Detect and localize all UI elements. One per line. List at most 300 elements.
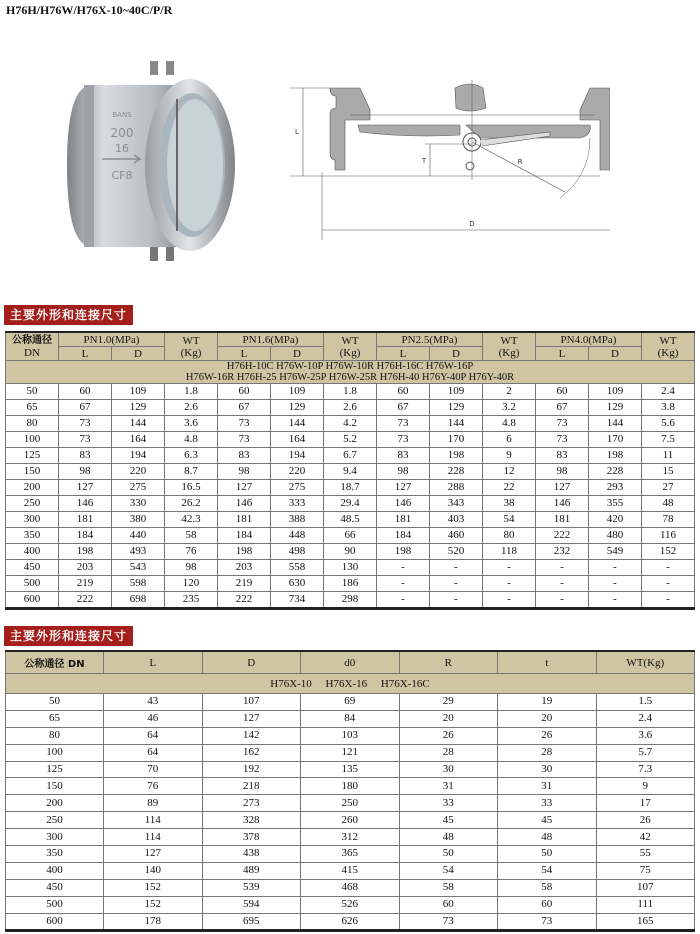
header-pn16: PN1.6(MPa) [218, 332, 324, 347]
table-row [6, 710, 695, 727]
table-cell: 58 [399, 879, 498, 896]
table-cell: 125 [6, 761, 104, 778]
dimensions-table-h76x [5, 650, 695, 932]
table-cell: 543 [112, 560, 165, 576]
table-cell: 9 [483, 448, 536, 464]
table-cell: 98 [218, 464, 271, 480]
table-cell: 152 [104, 879, 203, 896]
table-cell: 493 [112, 544, 165, 560]
table-cell: 22 [483, 480, 536, 496]
dimension-label-t: T [421, 157, 427, 165]
table-cell: 288 [430, 480, 483, 496]
size-marking: 200 [110, 126, 134, 140]
table-cell: 144 [271, 416, 324, 432]
table-cell: 222 [218, 592, 271, 609]
table-cell: 600 [6, 592, 59, 609]
table-cell: - [589, 560, 642, 576]
table-cell: - [642, 592, 695, 609]
table-cell: 400 [6, 544, 59, 560]
table-cell: 127 [218, 480, 271, 496]
table-cell: 107 [202, 694, 301, 711]
table-cell: 450 [6, 560, 59, 576]
table-cell: 626 [301, 913, 400, 931]
table-cell: 5.2 [324, 432, 377, 448]
table-cell: 60 [498, 896, 597, 913]
table-cell: 181 [536, 512, 589, 528]
table-cell: 109 [589, 384, 642, 400]
table-cell: 98 [536, 464, 589, 480]
table-cell: 198 [218, 544, 271, 560]
table-cell: 170 [430, 432, 483, 448]
table-cell: 150 [6, 778, 104, 795]
table-cell: 355 [589, 496, 642, 512]
table-cell: 114 [104, 829, 203, 846]
table-row [6, 829, 695, 846]
table-cell: 146 [377, 496, 430, 512]
table-cell: - [483, 576, 536, 592]
table-cell: 98 [377, 464, 430, 480]
header-d: D [112, 347, 165, 361]
table-cell: 73 [498, 913, 597, 931]
table-row [6, 400, 695, 416]
table-cell: 50 [6, 384, 59, 400]
table-cell: - [430, 560, 483, 576]
table-row [6, 846, 695, 863]
table-cell: 140 [104, 862, 203, 879]
dimension-label-l: L [295, 128, 299, 136]
table-cell: 448 [271, 528, 324, 544]
table-cell: 144 [430, 416, 483, 432]
table-cell: 60 [218, 384, 271, 400]
table-cell: 558 [271, 560, 324, 576]
table-cell: 222 [536, 528, 589, 544]
table-cell: 526 [301, 896, 400, 913]
table-row [6, 416, 695, 432]
table-row [6, 464, 695, 480]
table-cell: 109 [112, 384, 165, 400]
table-cell: - [536, 560, 589, 576]
table-cell: 200 [6, 480, 59, 496]
table-cell: 60 [59, 384, 112, 400]
column-header: t [498, 651, 597, 674]
table-cell: - [589, 592, 642, 609]
table-cell: 184 [59, 528, 112, 544]
table-cell: 388 [271, 512, 324, 528]
table-cell: 118 [483, 544, 536, 560]
material-marking: CF8 [111, 169, 133, 182]
table-row [6, 528, 695, 544]
header-d: D [271, 347, 324, 361]
table-cell: 539 [202, 879, 301, 896]
table-cell: 73 [536, 416, 589, 432]
table-cell: 125 [6, 448, 59, 464]
table-cell: 146 [536, 496, 589, 512]
table-cell: 198 [377, 544, 430, 560]
table-cell: 250 [6, 496, 59, 512]
table-cell: 73 [536, 432, 589, 448]
table-cell: 121 [301, 744, 400, 761]
header-l: L [218, 347, 271, 361]
table-cell: - [430, 592, 483, 609]
table-cell: 98 [59, 464, 112, 480]
column-header: R [399, 651, 498, 674]
table-cell: 26 [596, 812, 695, 829]
table-cell: 5.6 [642, 416, 695, 432]
table-cell: - [536, 576, 589, 592]
table-cell: 228 [430, 464, 483, 480]
table-cell: - [377, 592, 430, 609]
table-cell: 734 [271, 592, 324, 609]
section-title-2: 主要外形和连接尺寸 [4, 626, 133, 646]
table-cell: 178 [104, 913, 203, 931]
table-cell: 84 [301, 710, 400, 727]
table-cell: 16.5 [165, 480, 218, 496]
table-row [6, 544, 695, 560]
table-cell: 73 [218, 432, 271, 448]
table-cell: 218 [202, 778, 301, 795]
table-cell: 380 [112, 512, 165, 528]
table-cell: 350 [6, 528, 59, 544]
table-cell: 250 [6, 812, 104, 829]
table-cell: - [642, 576, 695, 592]
table-cell: 28 [399, 744, 498, 761]
table-cell: 152 [104, 896, 203, 913]
column-header: L [104, 651, 203, 674]
table-cell: 26 [498, 727, 597, 744]
table-cell: 273 [202, 795, 301, 812]
table-row [6, 592, 695, 609]
table-cell: 54 [498, 862, 597, 879]
table-cell: 54 [399, 862, 498, 879]
table-cell: 80 [483, 528, 536, 544]
table-cell: 194 [271, 448, 324, 464]
table-cell: 75 [596, 862, 695, 879]
table-cell: - [430, 576, 483, 592]
table-row [6, 812, 695, 829]
table-cell: 489 [202, 862, 301, 879]
table-cell: 26.2 [165, 496, 218, 512]
table-row [6, 913, 695, 931]
table-cell: 31 [399, 778, 498, 795]
table-row [6, 432, 695, 448]
table-cell: 2.6 [324, 400, 377, 416]
table-cell: 109 [430, 384, 483, 400]
table-cell: 460 [430, 528, 483, 544]
model-list: H76X-10 H76X-16 H76X-16C [6, 674, 695, 694]
table-cell: 198 [430, 448, 483, 464]
table-cell: 130 [324, 560, 377, 576]
section-title-1: 主要外形和连接尺寸 [4, 305, 133, 325]
header-l: L [377, 347, 430, 361]
table-cell: 12 [483, 464, 536, 480]
table-cell: 50 [6, 694, 104, 711]
table-cell: 33 [399, 795, 498, 812]
table-row [6, 384, 695, 400]
table-cell: 330 [112, 496, 165, 512]
table-cell: 48 [498, 829, 597, 846]
table-cell: 3.8 [642, 400, 695, 416]
table-cell: 103 [301, 727, 400, 744]
pressure-marking: 16 [115, 142, 129, 155]
table-cell: 220 [112, 464, 165, 480]
table-cell: 3.6 [596, 727, 695, 744]
table-cell: 6.7 [324, 448, 377, 464]
table-cell: 127 [202, 710, 301, 727]
header-pn40: PN4.0(MPa) [536, 332, 642, 347]
table-cell: 46 [104, 710, 203, 727]
table-cell: 15 [642, 464, 695, 480]
table-cell: 129 [430, 400, 483, 416]
table-cell: 194 [112, 448, 165, 464]
table-row [6, 778, 695, 795]
table-cell: 11 [642, 448, 695, 464]
table-cell: 3.6 [165, 416, 218, 432]
table-cell: 181 [218, 512, 271, 528]
table-cell: 198 [589, 448, 642, 464]
table-cell: 4.8 [483, 416, 536, 432]
table-cell: 150 [6, 464, 59, 480]
table-cell: 129 [271, 400, 324, 416]
table-cell: 55 [596, 846, 695, 863]
header-d: D [589, 347, 642, 361]
table-cell: 66 [324, 528, 377, 544]
table-cell: 127 [59, 480, 112, 496]
table-cell: 73 [399, 913, 498, 931]
table-cell: 33 [498, 795, 597, 812]
table-cell: 203 [218, 560, 271, 576]
table-cell: 64 [104, 744, 203, 761]
table-cell: 100 [6, 744, 104, 761]
table-cell: 598 [112, 576, 165, 592]
table-cell: 90 [324, 544, 377, 560]
table-cell: 127 [377, 480, 430, 496]
table-cell: 219 [59, 576, 112, 592]
table-cell: 152 [642, 544, 695, 560]
table-cell: 400 [6, 862, 104, 879]
table-cell: 203 [59, 560, 112, 576]
table-cell: 333 [271, 496, 324, 512]
table-cell: 29.4 [324, 496, 377, 512]
header-l: L [59, 347, 112, 361]
table-cell: 186 [324, 576, 377, 592]
table-cell: 2.4 [596, 710, 695, 727]
table-cell: 146 [59, 496, 112, 512]
model-list: H76H-10C H76W-10P H76W-10R H76H-16C H76W-16P H76W-16R H76H-25 H76W-25P H76W-25R H76H-40 H76Y-40P H76Y-40R [6, 361, 695, 384]
table-cell: 67 [59, 400, 112, 416]
table-row [6, 879, 695, 896]
column-header: 公称通径 DN [6, 651, 104, 674]
column-header: D [202, 651, 301, 674]
table-row [6, 560, 695, 576]
table-cell: 170 [589, 432, 642, 448]
table-cell: 70 [104, 761, 203, 778]
table-cell: 80 [6, 416, 59, 432]
table-cell: 192 [202, 761, 301, 778]
table-cell: 275 [271, 480, 324, 496]
table-cell: 73 [59, 432, 112, 448]
table-cell: 129 [112, 400, 165, 416]
table-cell: 116 [642, 528, 695, 544]
table-cell: 181 [59, 512, 112, 528]
table-cell: 89 [104, 795, 203, 812]
table-cell: - [642, 560, 695, 576]
table-cell: 480 [589, 528, 642, 544]
table-cell: 42 [596, 829, 695, 846]
table-cell: 184 [377, 528, 430, 544]
table-cell: 9.4 [324, 464, 377, 480]
table-cell: - [377, 576, 430, 592]
table-cell: 698 [112, 592, 165, 609]
table-cell: 65 [6, 400, 59, 416]
table-cell: 48 [399, 829, 498, 846]
table-cell: 67 [377, 400, 430, 416]
table-cell: 144 [589, 416, 642, 432]
table-row [6, 862, 695, 879]
table-cell: 58 [165, 528, 218, 544]
table-cell: 695 [202, 913, 301, 931]
header-wt: WT (Kg) [324, 332, 377, 361]
table-cell: 60 [377, 384, 430, 400]
dimension-label-d: D [469, 220, 475, 228]
table-cell: 28 [498, 744, 597, 761]
table-cell: 54 [483, 512, 536, 528]
table-cell: 260 [301, 812, 400, 829]
table-cell: 73 [218, 416, 271, 432]
header-wt: WT (Kg) [483, 332, 536, 361]
table-cell: 164 [271, 432, 324, 448]
brand-marking: BANS [112, 111, 132, 119]
dimension-label-r: R [517, 158, 523, 166]
column-header: WT(Kg) [596, 651, 695, 674]
table-cell: - [483, 560, 536, 576]
table-cell: 1.8 [165, 384, 218, 400]
table-cell: 250 [301, 795, 400, 812]
table-cell: 42.3 [165, 512, 218, 528]
table-cell: 83 [218, 448, 271, 464]
table-cell: 100 [6, 432, 59, 448]
table-cell: 48 [642, 496, 695, 512]
table-cell: 235 [165, 592, 218, 609]
table-cell: - [483, 592, 536, 609]
table-cell: 111 [596, 896, 695, 913]
table-cell: 500 [6, 576, 59, 592]
table-cell: 600 [6, 913, 104, 931]
table-cell: 343 [430, 496, 483, 512]
valve-section-drawing [290, 80, 610, 245]
table-cell: 73 [377, 416, 430, 432]
valve-photo [62, 55, 242, 275]
header-d: D [430, 347, 483, 361]
table-cell: 73 [377, 432, 430, 448]
table-cell: 83 [377, 448, 430, 464]
table-cell: 45 [498, 812, 597, 829]
table-cell: 107 [596, 879, 695, 896]
table-row [6, 795, 695, 812]
table-cell: 30 [498, 761, 597, 778]
table-cell: 67 [536, 400, 589, 416]
table-cell: 300 [6, 829, 104, 846]
table-cell: 440 [112, 528, 165, 544]
table-cell: 19 [498, 694, 597, 711]
dimensions-table-pn [5, 331, 695, 610]
table-cell: 2.4 [642, 384, 695, 400]
table-cell: 83 [536, 448, 589, 464]
table-row [6, 761, 695, 778]
table-row [6, 480, 695, 496]
header-l: L [536, 347, 589, 361]
table-cell: 7.5 [642, 432, 695, 448]
table-cell: 58 [498, 879, 597, 896]
table-cell: 300 [6, 512, 59, 528]
table-cell: 76 [165, 544, 218, 560]
table-cell: 142 [202, 727, 301, 744]
table-cell: 60 [536, 384, 589, 400]
table-row [6, 448, 695, 464]
table-cell: 80 [6, 727, 104, 744]
table-cell: 129 [589, 400, 642, 416]
table-cell: 219 [218, 576, 271, 592]
table-cell: 378 [202, 829, 301, 846]
table-cell: 5.7 [596, 744, 695, 761]
table-cell: 181 [377, 512, 430, 528]
table-cell: 520 [430, 544, 483, 560]
table-cell: 200 [6, 795, 104, 812]
header-pn10: PN1.0(MPa) [59, 332, 165, 347]
table-cell: 4.8 [165, 432, 218, 448]
table-cell: - [377, 560, 430, 576]
table-cell: 43 [104, 694, 203, 711]
table-cell: 162 [202, 744, 301, 761]
table-cell: 64 [104, 727, 203, 744]
table-cell: 48.5 [324, 512, 377, 528]
table-cell: 415 [301, 862, 400, 879]
table-cell: 31 [498, 778, 597, 795]
table-cell: 6.3 [165, 448, 218, 464]
table-cell: 114 [104, 812, 203, 829]
table-cell: 328 [202, 812, 301, 829]
table-cell: 438 [202, 846, 301, 863]
table-cell: 98 [165, 560, 218, 576]
table-cell: 350 [6, 846, 104, 863]
table-cell: 165 [596, 913, 695, 931]
header-wt: WT (Kg) [165, 332, 218, 361]
table-cell: 69 [301, 694, 400, 711]
table-cell: 450 [6, 879, 104, 896]
table-cell: 365 [301, 846, 400, 863]
table-row [6, 512, 695, 528]
column-header: d0 [301, 651, 400, 674]
table-cell: 549 [589, 544, 642, 560]
table-row [6, 727, 695, 744]
table-row [6, 744, 695, 761]
header-wt: WT (Kg) [642, 332, 695, 361]
table-cell: 60 [399, 896, 498, 913]
table-cell: 222 [59, 592, 112, 609]
table-cell: 9 [596, 778, 695, 795]
table-cell: 220 [271, 464, 324, 480]
table-cell: 3.2 [483, 400, 536, 416]
table-cell: 67 [218, 400, 271, 416]
table-cell: 293 [589, 480, 642, 496]
table-cell: 45 [399, 812, 498, 829]
table-cell: 164 [112, 432, 165, 448]
table-cell: 468 [301, 879, 400, 896]
table-cell: 1.8 [324, 384, 377, 400]
table-row [6, 576, 695, 592]
table-cell: 594 [202, 896, 301, 913]
table-cell: 232 [536, 544, 589, 560]
table-cell: 38 [483, 496, 536, 512]
